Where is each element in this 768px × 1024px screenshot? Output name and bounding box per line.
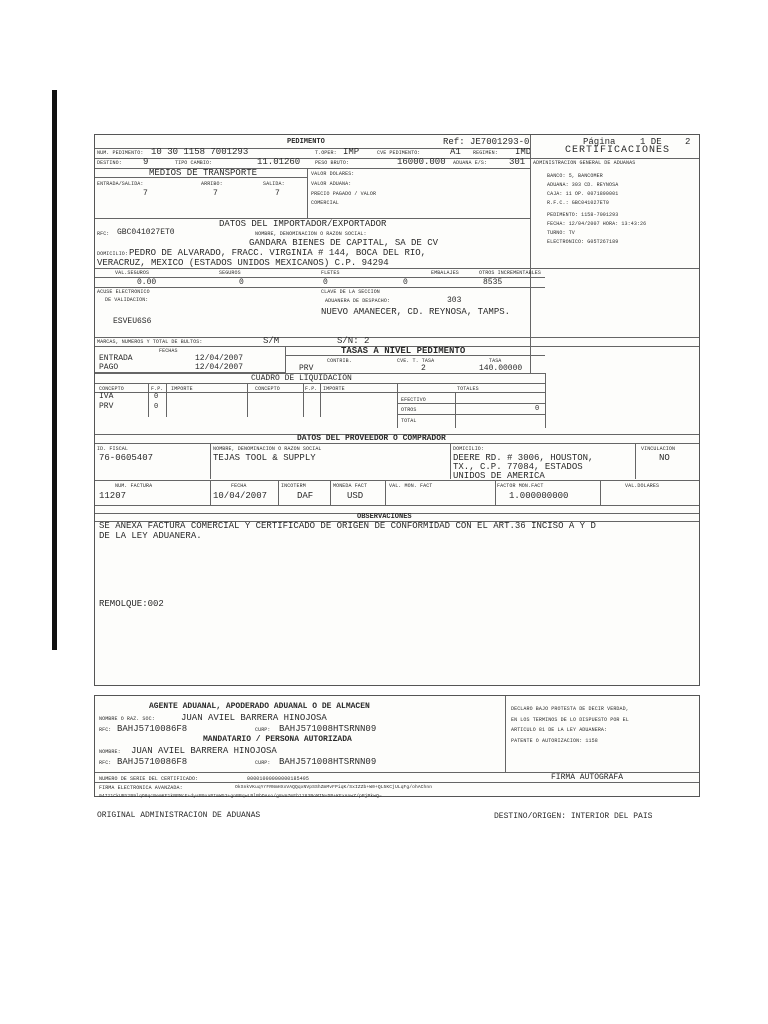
pedimento-form: [94, 134, 700, 686]
clave-value: 303: [447, 296, 462, 305]
agente-nombre-label: NOMBRE O RAZ. SOC:: [99, 716, 155, 722]
mandatario-title: MANDATARIO / PERSONA AUTORIZADA: [203, 735, 352, 744]
mandatario-rfc-label: RFC:: [99, 760, 112, 766]
proveedor-nombre-label: NOMBRE, DENOMINACION O RAZON SOCIAL: [213, 446, 322, 452]
incoterm-label: INCOTERM: [281, 483, 306, 489]
certificaciones-title: CERTIFICACIONES: [565, 145, 671, 156]
importador-rfc-label: RFC:: [97, 231, 110, 237]
cert-admin: ADMINISTRACION GENERAL DE ADUANAS: [533, 160, 636, 166]
aduana-label: ADUANA E/S:: [453, 160, 488, 166]
importador-rfc: GBC041027ET0: [117, 228, 175, 237]
fechas-label: FECHAS: [159, 348, 178, 354]
agente-aduanal-box: [94, 695, 700, 797]
liq-importe-label-2: IMPORTE: [323, 386, 345, 392]
footer-left: ORIGINAL ADMINISTRACION DE ADUANAS: [97, 811, 261, 820]
entrada-salida: 7: [143, 189, 148, 198]
mandatario-curp: BAHJ571008HTSRNN09: [279, 757, 377, 767]
tasas-tasa: 140.00000: [479, 364, 523, 373]
cert-fecha: FECHA: 12/04/2007 HORA: 13:43:26: [547, 221, 647, 227]
cert-aduana: ADUANA: 303 CD. REYNOSA: [547, 182, 619, 188]
destino: 9: [143, 157, 149, 167]
tipo-cambio: 11.01260: [257, 157, 301, 167]
factura-fecha: 10/04/2007: [213, 491, 268, 501]
id-fiscal-label: ID. FISCAL: [97, 446, 129, 452]
serie-label: NUMERO DE SERIE DEL CERTIFICADO:: [99, 776, 199, 782]
valor-aduana-label: VALOR ADUANA:: [311, 181, 352, 187]
peso-bruto-label: PESO BRUTO:: [315, 160, 350, 166]
agente-curp-label: CURP:: [255, 727, 271, 733]
liq-concepto-label-2: CONCEPTO: [255, 386, 280, 392]
liq-totales-label: TOTALES: [457, 386, 479, 392]
arribo-label: ARRIBO:: [201, 181, 223, 187]
val-seguros-label: VAL.SEGUROS: [115, 270, 150, 276]
agente-nombre: JUAN AVIEL BARRERA HINOJOSA: [181, 713, 327, 723]
factura-fecha-label: FECHA: [231, 483, 247, 489]
t-oper-label: T.OPER:: [315, 150, 337, 156]
patente: PATENTE O AUTORIZACION: 1158: [511, 738, 598, 744]
tasas-contrib: PRV: [299, 364, 314, 373]
firma-label: FIRMA ELECTRONICA AVANZADA:: [99, 785, 183, 791]
clave-label-1: CLAVE DE LA SECCION: [321, 289, 380, 295]
entrada-salida-label: ENTRADA/SALIDA:: [97, 181, 144, 187]
proveedor-nombre: TEJAS TOOL & SUPPLY: [213, 453, 316, 463]
firma-autografa: FIRMA AUTOGRAFA: [551, 773, 624, 782]
importador-domicilio-1: PEDRO DE ALVARADO, FRACC. VIRGINIA # 144, BOCA DEL RIO,: [129, 248, 427, 258]
liq-efectivo-label: EFECTIVO: [401, 397, 426, 403]
footer-right: DESTINO/ORIGEN: INTERIOR DEL PAIS: [494, 812, 653, 821]
liq-row-2-fp: 0: [154, 403, 159, 411]
entrada-date: 12/04/2007: [195, 354, 244, 363]
agente-rfc: BAHJ5710086F8: [117, 724, 188, 734]
importador-domicilio-2: VERACRUZ, MEXICO (ESTADOS UNIDOS MEXICANOS) C.P. 94294: [97, 258, 389, 268]
liquidacion-title: CUADRO DE LIQUIDACION: [251, 374, 352, 383]
acuse-value: ESVEU6S6: [113, 317, 152, 326]
vinculacion-label: VINCULACION: [641, 446, 676, 452]
scan-edge-bar: [52, 90, 57, 650]
liq-otros: 0: [535, 405, 540, 413]
pago-date: 12/04/2007: [195, 363, 244, 372]
proveedor-domicilio-3: UNIDOS DE AMERICA: [453, 471, 545, 481]
seguros: 0: [239, 278, 244, 287]
cert-electronico: ELECTRONICO: G05T267189: [547, 239, 619, 245]
tasas-title: TASAS A NIVEL PEDIMENTO: [341, 346, 466, 356]
proveedor-domicilio-label: DOMICILIO:: [453, 446, 485, 452]
cert-caja: CAJA: 11 OP. 0071890001: [547, 191, 619, 197]
serie-value: 00001000000000185495: [247, 776, 310, 782]
liq-row-1-concepto: IVA: [99, 392, 114, 401]
id-fiscal: 76-0605407: [99, 453, 154, 463]
reference: Ref: JE7001293-0: [443, 137, 530, 147]
cve-pedimento: A1: [450, 147, 461, 157]
importador-nombre: GANDARA BIENES DE CAPITAL, SA DE CV: [249, 238, 439, 248]
num-pedimento-label: NUM. PEDIMENTO:: [97, 150, 144, 156]
mandatario-nombre: JUAN AVIEL BARRERA HINOJOSA: [131, 746, 277, 756]
declaro-line-3: ARTICULO 81 DE LA LEY ADUANERA:: [511, 727, 608, 733]
salida: 7: [275, 189, 280, 198]
factor-label: FACTOR MON.FACT: [497, 483, 544, 489]
fletes: 0: [323, 278, 328, 287]
val-mon-fact-label: VAL. MON. FACT: [389, 483, 433, 489]
comercial-label: COMERCIAL: [311, 200, 339, 206]
liq-importe-label: IMPORTE: [171, 386, 193, 392]
remolque: REMOLQUE:002: [99, 599, 164, 609]
tasas-tasa-label: TASA: [489, 358, 502, 364]
proveedor-title: DATOS DEL PROVEEDOR O COMPRADOR: [297, 434, 446, 443]
vinculacion: NO: [659, 453, 670, 463]
acuse-label-2: DE VALIDACION:: [105, 297, 149, 303]
firma-line-2: 047z1CkURYzB9lqO0qcBemKF1kRPMcE+dysR9xaPtmW53+gnBBqwLRlRbDAso/g8vm7mFb1z83RoMIN+DP+KExAnwZ/pPjPkwQ=: [99, 794, 382, 799]
entrada-label: ENTRADA: [99, 354, 133, 363]
agente-rfc-label: RFC:: [99, 727, 112, 733]
num-factura: 11207: [99, 491, 127, 501]
tipo-cambio-label: TIPO CAMBIO:: [175, 160, 213, 166]
observaciones-line-2: DE LA LEY ADUANERA.: [99, 531, 202, 541]
sn-value: S/N: 2: [337, 336, 370, 346]
agente-curp: BAHJ571008HTSRNN09: [279, 724, 377, 734]
precio-pagado-label: PRECIO PAGADO / VALOR: [311, 191, 377, 197]
cert-pedimento: PEDIMENTO: 1158-7001293: [547, 212, 619, 218]
marcas-value: S/M: [263, 336, 280, 346]
seccion-aduanera: NUEVO AMANECER, CD. REYNOSA, TAMPS.: [321, 307, 511, 317]
embalajes-label: EMBALAJES: [431, 270, 459, 276]
declaro-line-2: EN LOS TERMINOS DE LO DISPUESTO POR EL: [511, 717, 629, 723]
otros-incrementables: 8535: [483, 278, 503, 287]
observaciones-line-1: SE ANEXA FACTURA COMERCIAL Y CERTIFICADO DE ORIGEN DE CONFORMIDAD CON EL ART.36 INCISO A Y D: [99, 521, 596, 531]
fletes-label: FLETES: [321, 270, 340, 276]
liq-concepto-label: CONCEPTO: [99, 386, 124, 392]
t-oper: IMP: [343, 147, 360, 157]
destino-label: DESTINO:: [97, 160, 122, 166]
regimen-label: REGIMEN:: [473, 150, 498, 156]
val-dolares-label: VAL.DOLARES: [625, 483, 660, 489]
page-total: 2: [685, 137, 691, 147]
peso-bruto: 16000.000: [397, 157, 446, 167]
mandatario-rfc: BAHJ5710086F8: [117, 757, 188, 767]
liq-row-1-fp: 0: [154, 393, 159, 401]
clave-label-2: ADUANERA DE DESPACHO:: [325, 298, 391, 304]
num-pedimento: 10 30 1158 7001293: [151, 147, 249, 157]
proveedor-domicilio-1: DEERE RD. # 3006, HOUSTON,: [453, 453, 594, 463]
salida-label: SALIDA:: [263, 181, 285, 187]
agente-title: AGENTE ADUANAL, APODERADO ADUANAL O DE ALMACEN: [149, 702, 370, 711]
marcas-label: MARCAS, NUMEROS Y TOTAL DE BULTOS:: [97, 339, 203, 345]
page-value: 1 DE: [640, 137, 662, 147]
mandatario-nombre-label: NOMBRE:: [99, 749, 121, 755]
factor: 1.000000000: [509, 491, 569, 501]
liq-fp-label: F.P.: [151, 386, 164, 392]
tasas-cve: 2: [421, 364, 426, 373]
regimen: IMD: [515, 147, 532, 157]
seguros-label: SEGUROS: [219, 270, 241, 276]
aduana: 301: [509, 157, 526, 167]
moneda-label: MONEDA FACT: [333, 483, 368, 489]
acuse-label-1: ACUSE ELECTRONICO: [97, 289, 150, 295]
firma-line-1: OkSnkVKuqYrFRNmHXxVAQQqxNVpSShZmMvFPiqK/SxIZZb+W0+QL5KCjULqFg/ohAChnn: [235, 785, 433, 790]
importador-domicilio-label: DOMICILIO:: [97, 251, 129, 257]
arribo: 7: [213, 189, 218, 198]
importador-nombre-label: NOMBRE, DENOMINACION O RAZON SOCIAL:: [255, 231, 367, 237]
val-seguros: 0.00: [137, 278, 157, 287]
cve-pedimento-label: CVE PEDIMENTO:: [377, 150, 421, 156]
mandatario-curp-label: CURP:: [255, 760, 271, 766]
incoterm: DAF: [297, 491, 314, 501]
cert-turno: TURNO: TV: [547, 230, 575, 236]
cert-banco: BANCO: 5, BANCOMER: [547, 173, 603, 179]
moneda: USD: [347, 491, 364, 501]
observaciones-title: OBSERVACIONES: [357, 513, 412, 521]
liq-total-label: TOTAL: [401, 418, 417, 424]
medios-title: MEDIOS DE TRANSPORTE: [149, 168, 258, 178]
page-label: Página: [583, 137, 616, 147]
form-title: PEDIMENTO: [287, 138, 325, 146]
cert-rfc: R.F.C.: GBC041027ET0: [547, 200, 610, 206]
importador-title: DATOS DEL IMPORTADOR/EXPORTADOR: [219, 219, 387, 229]
declaro-line-1: DECLARO BAJO PROTESTA DE DECIR VERDAD,: [511, 706, 629, 712]
num-factura-label: NUM. FACTURA: [115, 483, 153, 489]
proveedor-domicilio-2: TX., C.P. 77084, ESTADOS: [453, 462, 583, 472]
tasas-cve-label: CVE. T. TASA: [397, 358, 435, 364]
valor-dolares-label: VALOR DOLARES:: [311, 171, 355, 177]
liq-fp-label-2: F.P.: [305, 386, 318, 392]
tasas-contrib-label: CONTRIB.: [327, 358, 352, 364]
embalajes: 0: [403, 278, 408, 287]
liq-row-2-concepto: PRV: [99, 402, 114, 411]
liq-otros-label: OTROS: [401, 407, 417, 413]
pago-label: PAGO: [99, 363, 119, 372]
otros-incrementables-label: OTROS INCREMENTABLES: [479, 270, 542, 276]
